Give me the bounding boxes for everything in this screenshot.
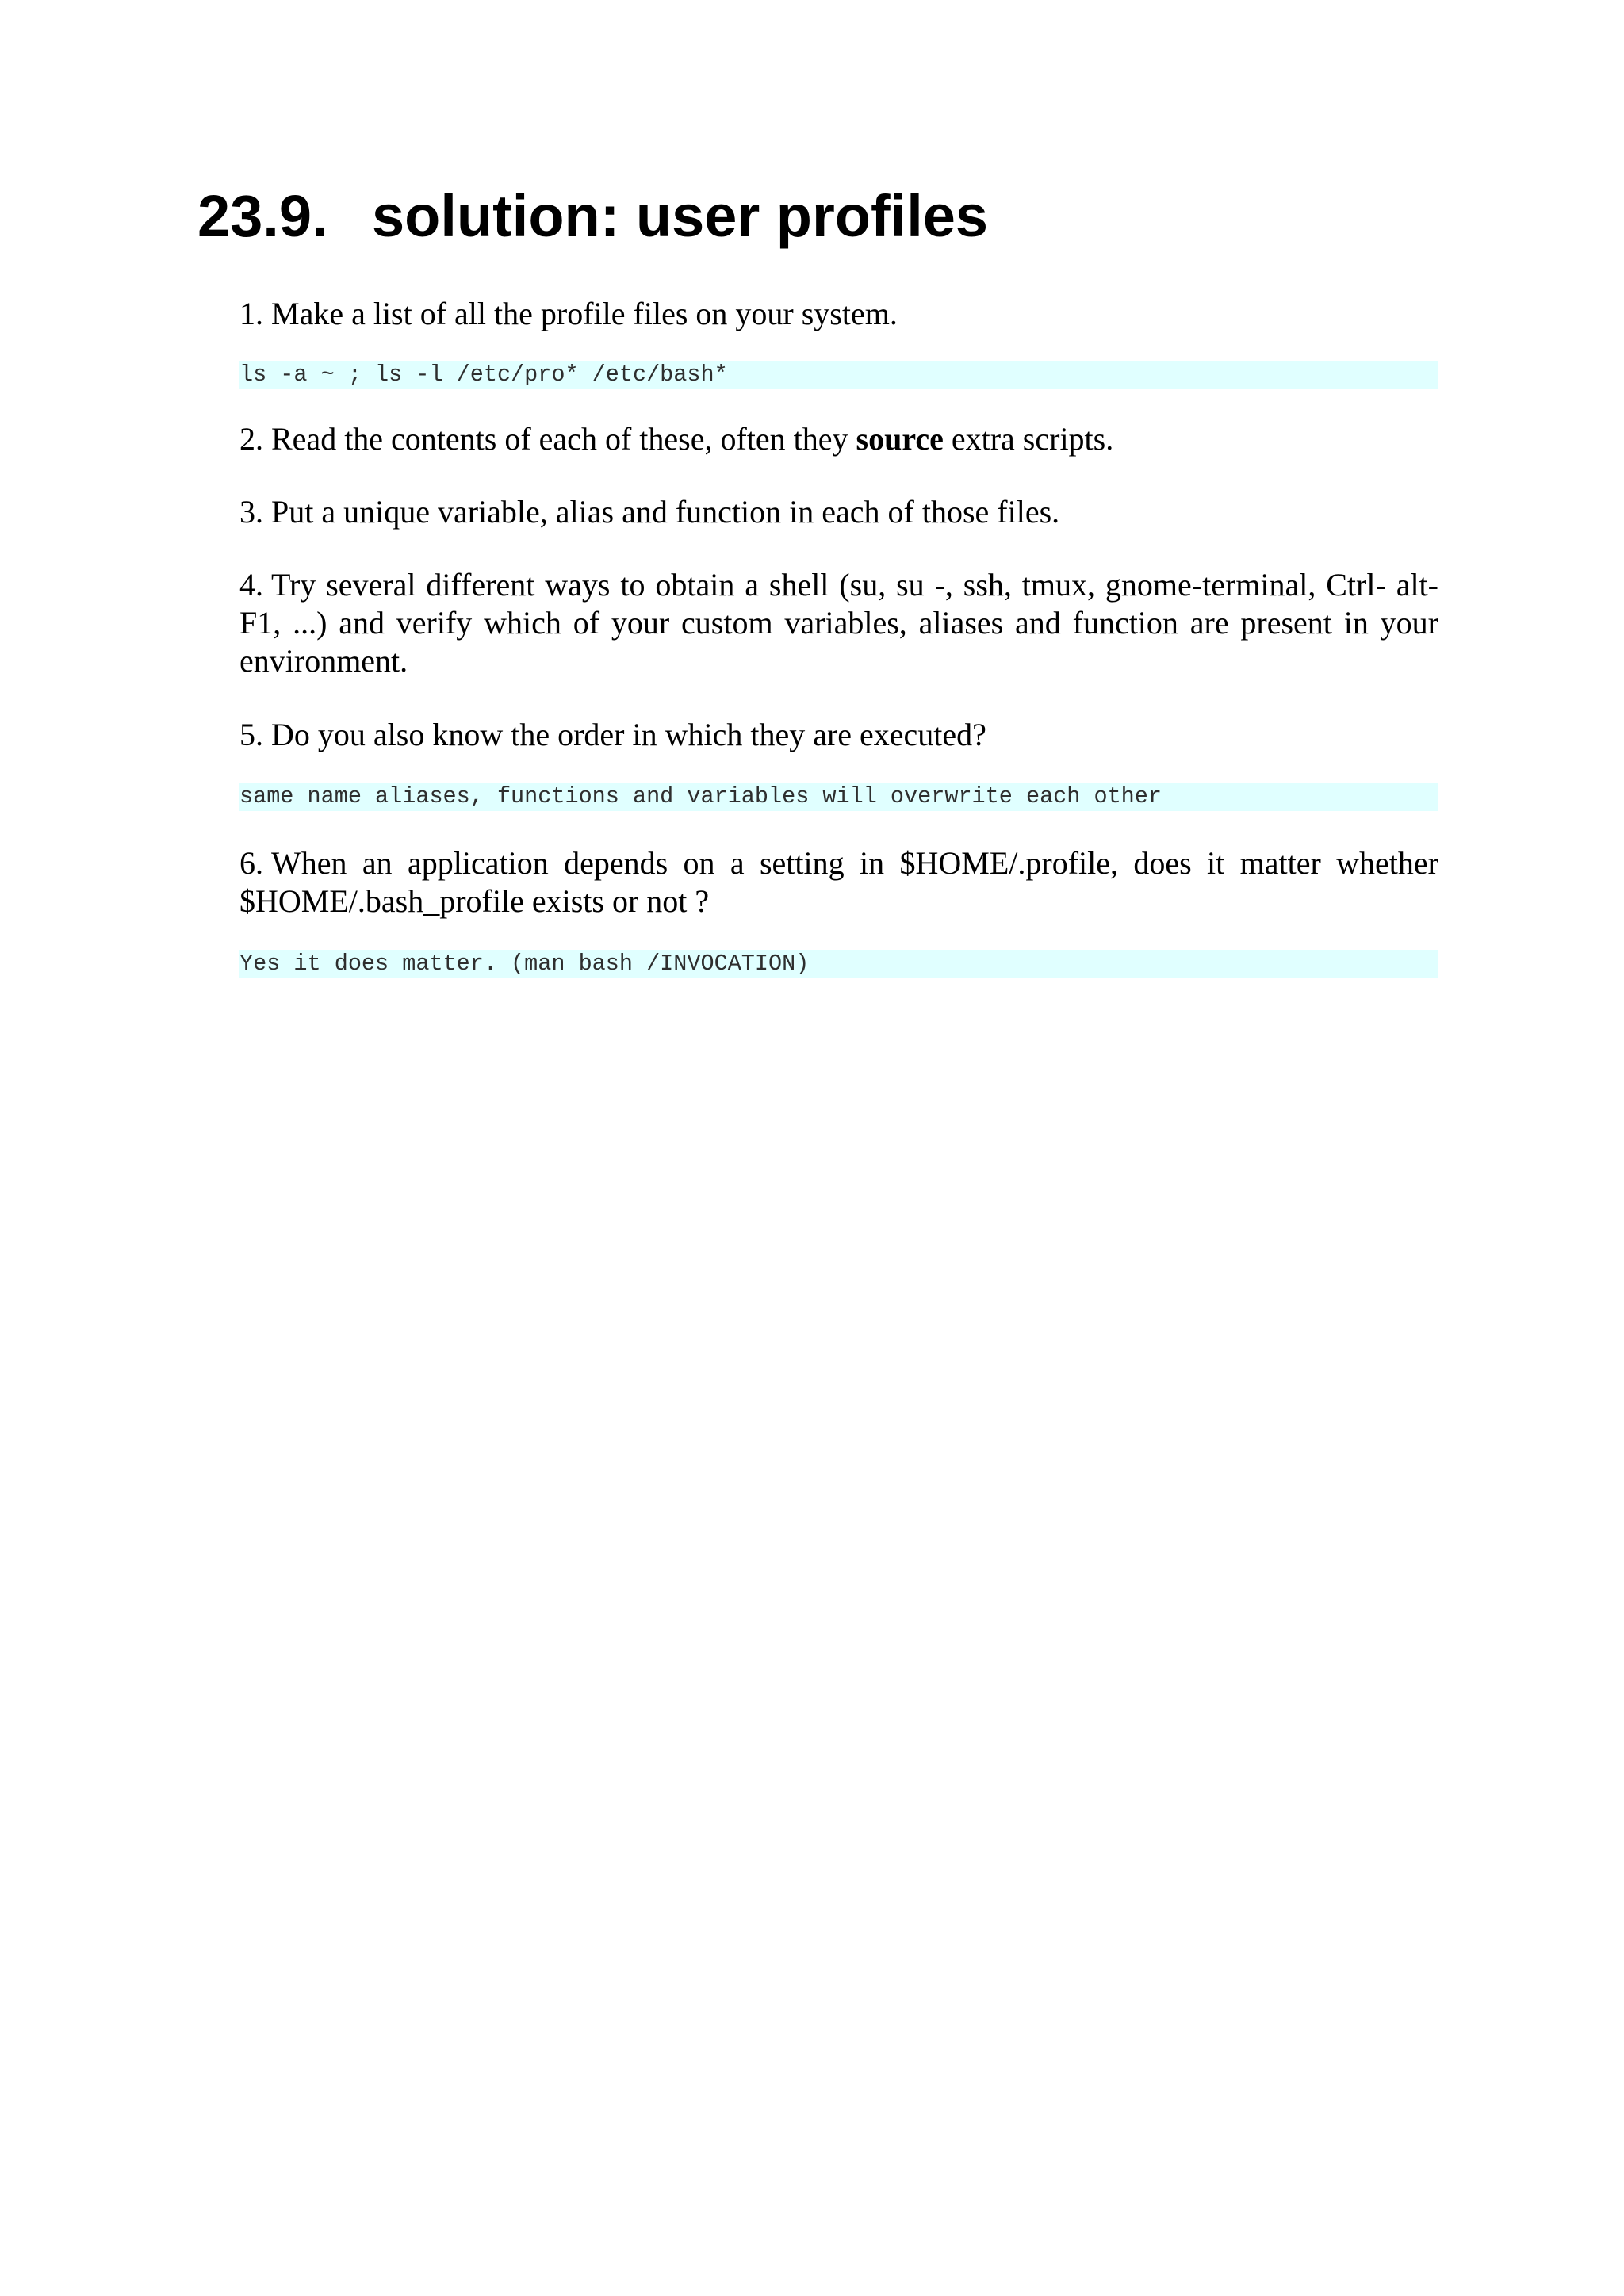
item-bold-term: source: [856, 421, 944, 457]
exercise-item-1: [239, 295, 1438, 333]
item-number: 4.: [239, 567, 263, 603]
exercise-item-4: [239, 566, 1438, 680]
item-text: Do you also know the order in which they are executed?: [271, 717, 986, 752]
item-text: When an application depends on a setting in $HOME/.profile, does it matter whether $HOME/.bash_profile exists or not ?: [239, 845, 1438, 919]
section-title: solution: user profiles: [372, 183, 989, 249]
item-text: extra scripts.: [951, 421, 1114, 457]
exercise-item-6: [239, 844, 1438, 920]
item-text: Put a unique variable, alias and function in each of those files.: [271, 494, 1060, 530]
code-block-2: same name aliases, functions and variables will overwrite each other: [239, 783, 1438, 811]
item-text: Make a list of all the profile files on your system.: [271, 296, 898, 331]
code-block-3: Yes it does matter. (man bash /INVOCATION): [239, 950, 1438, 978]
exercise-item-3: [239, 493, 1438, 531]
item-number: 5.: [239, 717, 263, 752]
item-number: 3.: [239, 494, 263, 530]
item-number: 1.: [239, 296, 263, 331]
code-block-1: ls -a ~ ; ls -l /etc/pro* /etc/bash*: [239, 361, 1438, 389]
section-heading: [197, 184, 988, 248]
exercise-item-5: [239, 716, 1438, 754]
item-number: 2.: [239, 421, 263, 457]
exercise-item-2: [239, 420, 1438, 458]
section-number: 23.9.: [197, 183, 328, 249]
item-number: 6.: [239, 845, 263, 881]
item-text: Read the contents of each of these, often they: [271, 421, 848, 457]
item-text: Try several different ways to obtain a shell (su, su -, ssh, tmux, gnome-terminal, Ctrl- alt-F1, ...) and verify which of your custom variables, aliases and function are present in your environment.: [239, 567, 1438, 679]
